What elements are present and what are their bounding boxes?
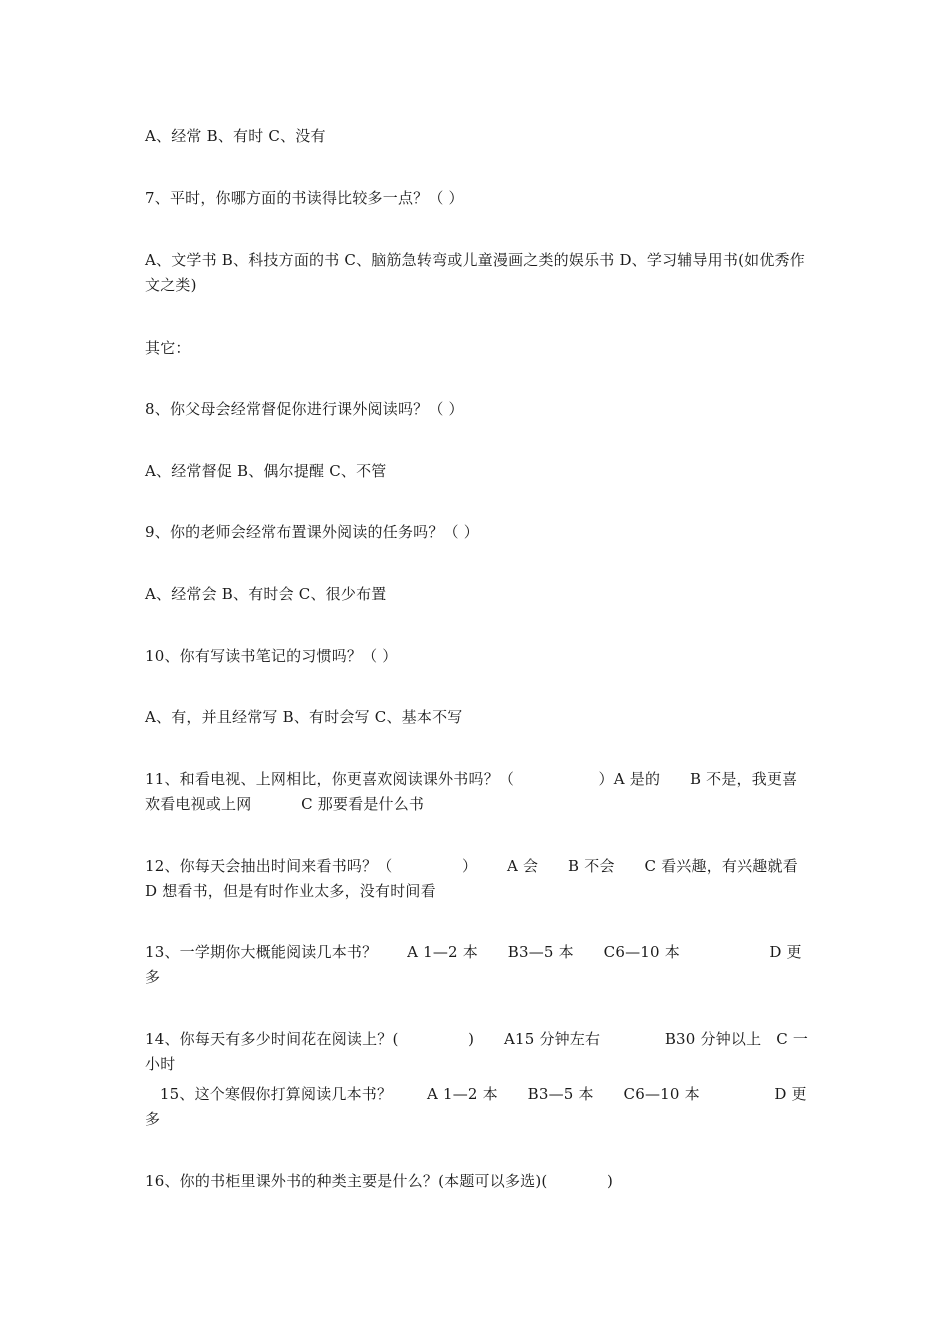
q14-question: 14、你每天有多少时间花在阅读上？( ) A15 分钟左右 B30 分钟以上 C 一小时: [145, 1030, 809, 1073]
q8-question: 8、你父母会经常督促你进行课外阅读吗？（ ）: [145, 400, 464, 418]
q8-options: A、经常督促 B、偶尔提醒 C、不管: [145, 462, 387, 480]
q9-question: 9、你的老师会经常布置课外阅读的任务吗？（ ）: [145, 523, 479, 541]
q7-options: A、文学书 B、科技方面的书 C、脑筋急转弯或儿童漫画之类的娱乐书 D、学习辅导用书(如优秀作文之类): [145, 251, 805, 294]
q16-question: 16、你的书柜里课外书的种类主要是什么？(本题可以多选)( ): [145, 1172, 614, 1190]
q6-options: A、经常 B、有时 C、没有: [145, 127, 326, 145]
q15-question: 15、这个寒假你打算阅读几本书？ A 1—2 本 B3—5 本 C6—10 本 D 更多: [145, 1085, 807, 1128]
q9-options: A、经常会 B、有时会 C、很少布置: [145, 585, 387, 603]
q13-question: 13、一学期你大概能阅读几本书？ A 1—2 本 B3—5 本 C6—10 本 D 更多: [145, 943, 802, 986]
q10-question: 10、你有写读书笔记的习惯吗？（ ）: [145, 647, 398, 665]
q10-options: A、有，并且经常写 B、有时会写 C、基本不写: [145, 708, 463, 726]
q12-question: 12、你每天会抽出时间来看书吗？（ ） A 会 B 不会 C 看兴趣，有兴趣就看 D 想看书，但是有时作业太多，没有时间看: [145, 857, 803, 900]
q7-question: 7、平时，你哪方面的书读得比较多一点？（ ）: [145, 189, 464, 207]
q11-question: 11、和看电视、上网相比，你更喜欢阅读课外书吗？（ ）A 是的 B 不是，我更喜欢看电视或上网 C 那要看是什么书: [145, 770, 798, 813]
q7-other: 其它：: [145, 339, 191, 357]
